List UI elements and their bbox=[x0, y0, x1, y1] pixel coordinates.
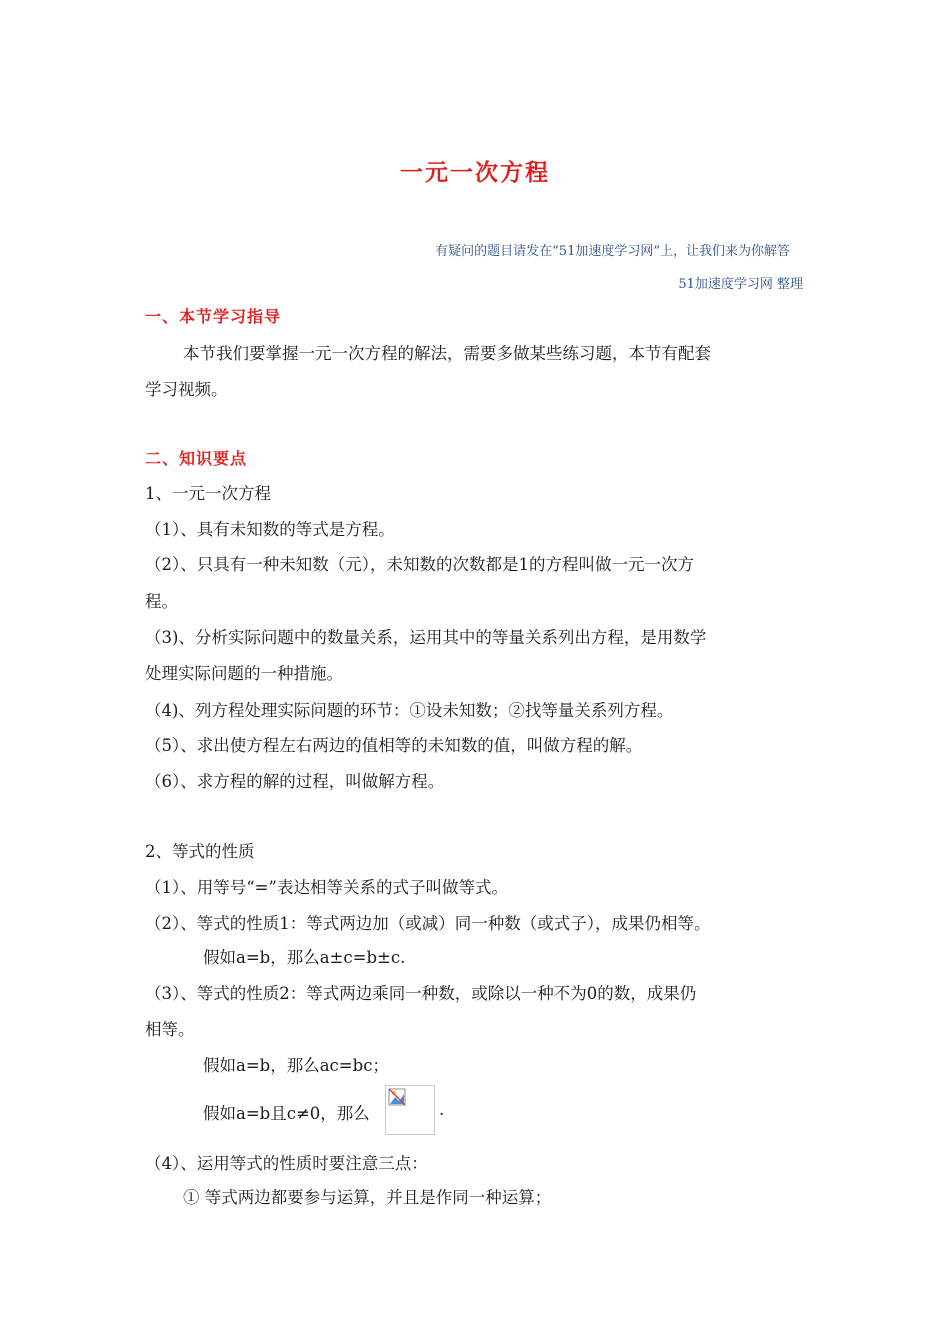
broken-image-icon bbox=[388, 1088, 406, 1106]
example-line: 假如a=b，那么a±c=b±c. bbox=[203, 948, 406, 967]
study-guide-paragraph-line2: 学习视频。 bbox=[145, 380, 228, 399]
fraction-image-placeholder bbox=[385, 1085, 435, 1135]
list-item-point: ① 等式两边都要参与运算，并且是作同一种运算； bbox=[183, 1188, 552, 1207]
list-item: （6）、求方程的解的过程，叫做解方程。 bbox=[145, 772, 445, 791]
list-item: （2）、只具有一种未知数（元），未知数的次数都是1的方程叫做一元一次方 bbox=[145, 555, 694, 574]
study-guide-paragraph-line1: 本节我们要掌握一元一次方程的解法，需要多做某些练习题，本节有配套 bbox=[183, 344, 711, 363]
document-title: 一元一次方程 bbox=[400, 159, 550, 186]
list-item: （4)、列方程处理实际问题的环节：①设未知数；②找等量关系列方程。 bbox=[145, 701, 674, 720]
list-item-continuation: 相等。 bbox=[145, 1020, 195, 1039]
list-item: （1）、具有未知数的等式是方程。 bbox=[145, 520, 395, 539]
list-item: （5）、求出使方程左右两边的值相等的未知数的值，叫做方程的解。 bbox=[145, 736, 643, 755]
credit-note: 51加速度学习网 整理 bbox=[678, 277, 803, 292]
question-note: 有疑问的题目请发在“51加速度学习网”上，让我们来为你解答 bbox=[435, 244, 790, 259]
topic-heading-equation-properties: 2、等式的性质 bbox=[145, 842, 255, 861]
example-line: 假如a=b，那么ac=bc； bbox=[203, 1056, 389, 1075]
list-item: （2）、等式的性质1：等式两边加（或减）同一种数（或式子），成果仍相等。 bbox=[145, 914, 711, 933]
list-item: （4）、运用等式的性质时要注意三点： bbox=[145, 1154, 428, 1173]
list-item: （3)、分析实际问题中的数量关系，运用其中的等量关系列出方程，是用数学 bbox=[145, 628, 707, 647]
list-item: 处理实际问题的一种措施。 bbox=[145, 664, 343, 683]
sentence-period: . bbox=[439, 1100, 445, 1119]
list-item: （3）、等式的性质2：等式两边乘同一种数，或除以一种不为0的数，成果仍 bbox=[145, 984, 697, 1003]
example-line: 假如a=b且c≠0，那么 bbox=[203, 1104, 370, 1123]
list-item: 程。 bbox=[145, 592, 178, 611]
list-item: （1）、用等号“=”表达相等关系的式子叫做等式。 bbox=[145, 878, 508, 897]
section-heading-key-points: 二、知识要点 bbox=[145, 449, 248, 468]
topic-heading-linear-equation: 1、一元一次方程 bbox=[145, 484, 271, 503]
section-heading-study-guide: 一、本节学习指导 bbox=[145, 307, 282, 326]
